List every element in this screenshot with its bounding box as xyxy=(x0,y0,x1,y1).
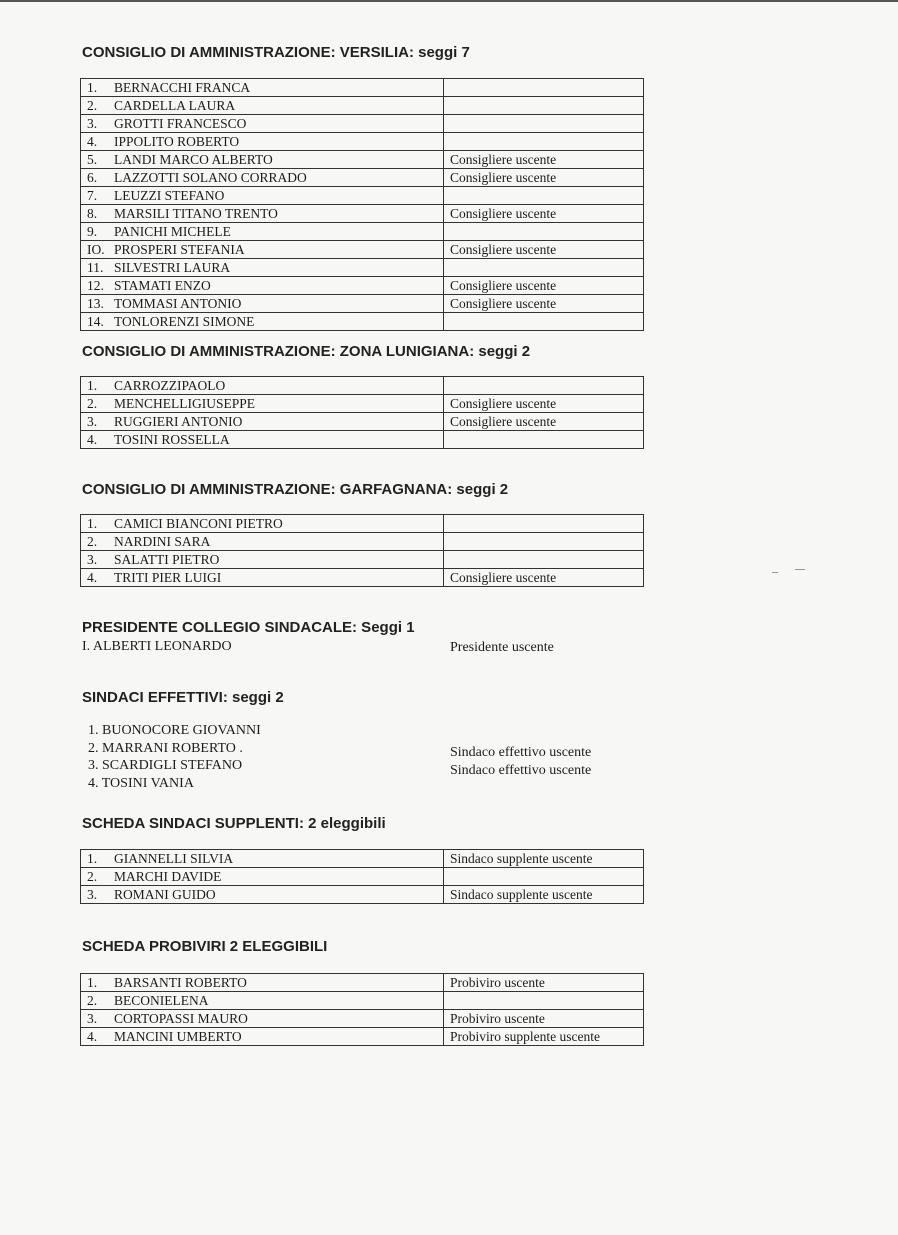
candidate-number: 3. xyxy=(87,414,98,429)
status-note xyxy=(444,551,644,569)
candidate-cell xyxy=(81,241,444,259)
candidate-number: 2. xyxy=(87,993,98,1008)
candidate-cell xyxy=(81,551,444,569)
candidate-number: 3. xyxy=(87,116,98,131)
candidate-cell xyxy=(81,295,444,313)
table-row xyxy=(81,850,644,868)
candidate-name: MARSILI TITANO TRENTO xyxy=(114,206,278,221)
candidate-cell xyxy=(81,313,444,331)
table-row xyxy=(81,515,644,533)
candidate-name: SILVESTRI LAURA xyxy=(114,260,231,275)
versilia-table xyxy=(80,78,644,331)
table-row xyxy=(81,223,644,241)
table-row xyxy=(81,115,644,133)
status-note xyxy=(444,187,644,205)
candidate-name: LEUZZI STEFANO xyxy=(114,188,225,203)
candidate-name: MENCHELLIGIUSEPPE xyxy=(114,396,255,411)
status-note xyxy=(444,431,644,449)
candidate-cell xyxy=(81,97,444,115)
candidate-cell xyxy=(81,133,444,151)
lunigiana-table xyxy=(80,376,644,449)
status-note: Consigliere uscente xyxy=(444,569,644,587)
status-note: Consigliere uscente xyxy=(444,395,644,413)
versilia-heading: CONSIGLIO DI AMMINISTRAZIONE: VERSILIA: seggi 7 xyxy=(82,44,470,61)
table-row xyxy=(81,395,644,413)
status-note: Consigliere uscente xyxy=(444,241,644,259)
candidate-number: 11. xyxy=(87,260,104,275)
candidate-name: LANDI MARCO ALBERTO xyxy=(114,152,273,167)
candidate-number: 14. xyxy=(87,314,104,329)
status-note xyxy=(444,515,644,533)
candidate-number: 3. xyxy=(87,552,98,567)
list-item: 2. MARRANI ROBERTO . xyxy=(88,740,243,756)
status-note: Consigliere uscente xyxy=(444,169,644,187)
candidate-name: BECONIELENA xyxy=(114,993,209,1008)
table-row xyxy=(81,133,644,151)
status-note xyxy=(444,259,644,277)
status-note: Consigliere uscente xyxy=(444,151,644,169)
candidate-cell xyxy=(81,187,444,205)
table-row xyxy=(81,569,644,587)
status-note xyxy=(444,868,644,886)
candidate-cell xyxy=(81,431,444,449)
supplenti-table xyxy=(80,849,644,904)
probiviri-heading: SCHEDA PROBIVIRI 2 ELEGGIBILI xyxy=(82,938,328,955)
candidate-number: 3. xyxy=(87,887,98,902)
status-note: Probiviro uscente xyxy=(444,974,644,992)
status-note xyxy=(444,533,644,551)
sindaci-list xyxy=(88,722,261,792)
candidate-number: 12. xyxy=(87,278,104,293)
sindaci-heading: SINDACI EFFETTIVI: seggi 2 xyxy=(82,689,284,706)
table-row xyxy=(81,241,644,259)
candidate-cell xyxy=(81,569,444,587)
candidate-cell xyxy=(81,395,444,413)
list-item: 1. BUONOCORE GIOVANNI xyxy=(88,723,261,738)
candidate-cell xyxy=(81,169,444,187)
scan-speck xyxy=(795,569,805,570)
table-row xyxy=(81,551,644,569)
candidate-name: STAMATI ENZO xyxy=(114,278,211,293)
candidate-number: 2. xyxy=(87,534,98,549)
candidate-cell xyxy=(81,992,444,1010)
table-row xyxy=(81,974,644,992)
candidate-number: 4. xyxy=(87,432,98,447)
garfagnana-table xyxy=(80,514,644,587)
table-row xyxy=(81,187,644,205)
table-row xyxy=(81,97,644,115)
candidate-name: GROTTI FRANCESCO xyxy=(114,116,247,131)
status-note: Probiviro supplente uscente xyxy=(444,1028,644,1046)
table-row xyxy=(81,886,644,904)
status-note xyxy=(444,377,644,395)
status-note: Consigliere uscente xyxy=(444,205,644,223)
scan-speck xyxy=(772,572,778,573)
status-note xyxy=(444,992,644,1010)
candidate-name: MANCINI UMBERTO xyxy=(114,1029,242,1044)
table-row xyxy=(81,992,644,1010)
candidate-name: PANICHI MICHELE xyxy=(114,224,231,239)
status-note: Probiviro uscente xyxy=(444,1010,644,1028)
candidate-number: 6. xyxy=(87,170,98,185)
status-note xyxy=(444,79,644,97)
table-row xyxy=(81,79,644,97)
candidate-cell xyxy=(81,974,444,992)
presidente-candidate: I. ALBERTI LEONARDO xyxy=(82,639,232,654)
candidate-number: 4. xyxy=(87,570,98,585)
status-note: Consigliere uscente xyxy=(444,277,644,295)
list-item: 3. SCARDIGLI STEFANO xyxy=(88,758,243,773)
candidate-number: IO. xyxy=(87,242,105,257)
table-row xyxy=(81,313,644,331)
candidate-number: 2. xyxy=(87,869,98,884)
candidate-name: BARSANTI ROBERTO xyxy=(114,975,247,990)
status-note: Sindaco supplente uscente xyxy=(444,886,644,904)
candidate-cell xyxy=(81,533,444,551)
candidate-cell xyxy=(81,1010,444,1028)
candidate-number: 1. xyxy=(87,516,98,531)
candidate-number: 7. xyxy=(87,188,98,203)
candidate-cell xyxy=(81,850,444,868)
candidate-name: SALATTI PIETRO xyxy=(114,552,220,567)
status-note: Sindaco supplente uscente xyxy=(444,850,644,868)
status-note: Consigliere uscente xyxy=(444,295,644,313)
table-row xyxy=(81,868,644,886)
table-row xyxy=(81,533,644,551)
table-row xyxy=(81,1028,644,1046)
presidente-note: Presidente uscente xyxy=(450,640,554,655)
candidate-number: 8. xyxy=(87,206,98,221)
sindaci-note: Sindaco effettivo uscente xyxy=(450,763,592,778)
candidate-name: BERNACCHI FRANCA xyxy=(114,80,251,95)
table-row xyxy=(81,277,644,295)
status-note xyxy=(444,115,644,133)
table-row xyxy=(81,169,644,187)
candidate-number: 9. xyxy=(87,224,98,239)
candidate-cell xyxy=(81,886,444,904)
table-row xyxy=(81,431,644,449)
candidate-name: RUGGIERI ANTONIO xyxy=(114,414,243,429)
lunigiana-heading: CONSIGLIO DI AMMINISTRAZIONE: ZONA LUNIGIANA: seggi 2 xyxy=(82,343,531,360)
scan-top-edge xyxy=(0,0,898,2)
candidate-name: TRITI PIER LUIGI xyxy=(114,570,222,585)
table-row xyxy=(81,151,644,169)
candidate-cell xyxy=(81,515,444,533)
candidate-cell xyxy=(81,1028,444,1046)
table-row xyxy=(81,259,644,277)
candidate-cell xyxy=(81,151,444,169)
candidate-name: MARCHI DAVIDE xyxy=(114,869,222,884)
table-row xyxy=(81,413,644,431)
table-row xyxy=(81,295,644,313)
candidate-number: 2. xyxy=(87,396,98,411)
presidente-heading: PRESIDENTE COLLEGIO SINDACALE: Seggi 1 xyxy=(82,619,415,636)
candidate-number: 1. xyxy=(87,378,98,393)
probiviri-table xyxy=(80,973,644,1046)
table-row xyxy=(81,1010,644,1028)
candidate-name: CAMICI BIANCONI PIETRO xyxy=(114,516,283,531)
status-note xyxy=(444,133,644,151)
candidate-name: GIANNELLI SILVIA xyxy=(114,851,234,866)
candidate-cell xyxy=(81,115,444,133)
table-row xyxy=(81,205,644,223)
candidate-number: 1. xyxy=(87,851,98,866)
garfagnana-heading: CONSIGLIO DI AMMINISTRAZIONE: GARFAGNANA: seggi 2 xyxy=(82,481,509,498)
candidate-name: LAZZOTTI SOLANO CORRADO xyxy=(114,170,307,185)
candidate-cell xyxy=(81,377,444,395)
sindaci-note: Sindaco effettivo uscente xyxy=(450,745,592,760)
candidate-name: TONLORENZI SIMONE xyxy=(114,314,255,329)
candidate-number: 1. xyxy=(87,80,98,95)
candidate-number: 13. xyxy=(87,296,104,311)
candidate-cell xyxy=(81,205,444,223)
candidate-name: IPPOLITO ROBERTO xyxy=(114,134,240,149)
candidate-cell xyxy=(81,259,444,277)
status-note xyxy=(444,223,644,241)
status-note: Consigliere uscente xyxy=(444,413,644,431)
candidate-cell xyxy=(81,223,444,241)
candidate-name: CORTOPASSI MAURO xyxy=(114,1011,248,1026)
candidate-name: ROMANI GUIDO xyxy=(114,887,216,902)
candidate-number: 2. xyxy=(87,98,98,113)
candidate-name: TOMMASI ANTONIO xyxy=(114,296,242,311)
candidate-name: TOSINI ROSSELLA xyxy=(114,432,230,447)
candidate-number: 4. xyxy=(87,1029,98,1044)
list-item: 4. TOSINI VANIA xyxy=(88,775,194,791)
table-row xyxy=(81,377,644,395)
candidate-name: PROSPERI STEFANIA xyxy=(114,242,245,257)
candidate-number: 4. xyxy=(87,134,98,149)
candidate-number: 5. xyxy=(87,152,98,167)
candidate-cell xyxy=(81,413,444,431)
status-note xyxy=(444,97,644,115)
status-note xyxy=(444,313,644,331)
candidate-name: CARROZZIPAOLO xyxy=(114,378,226,393)
candidate-cell xyxy=(81,79,444,97)
candidate-name: NARDINI SARA xyxy=(114,534,211,549)
candidate-cell xyxy=(81,868,444,886)
candidate-name: CARDELLA LAURA xyxy=(114,98,236,113)
candidate-number: 1. xyxy=(87,975,98,990)
candidate-number: 3. xyxy=(87,1011,98,1026)
candidate-cell xyxy=(81,277,444,295)
supplenti-heading: SCHEDA SINDACI SUPPLENTI: 2 eleggibili xyxy=(82,815,386,832)
